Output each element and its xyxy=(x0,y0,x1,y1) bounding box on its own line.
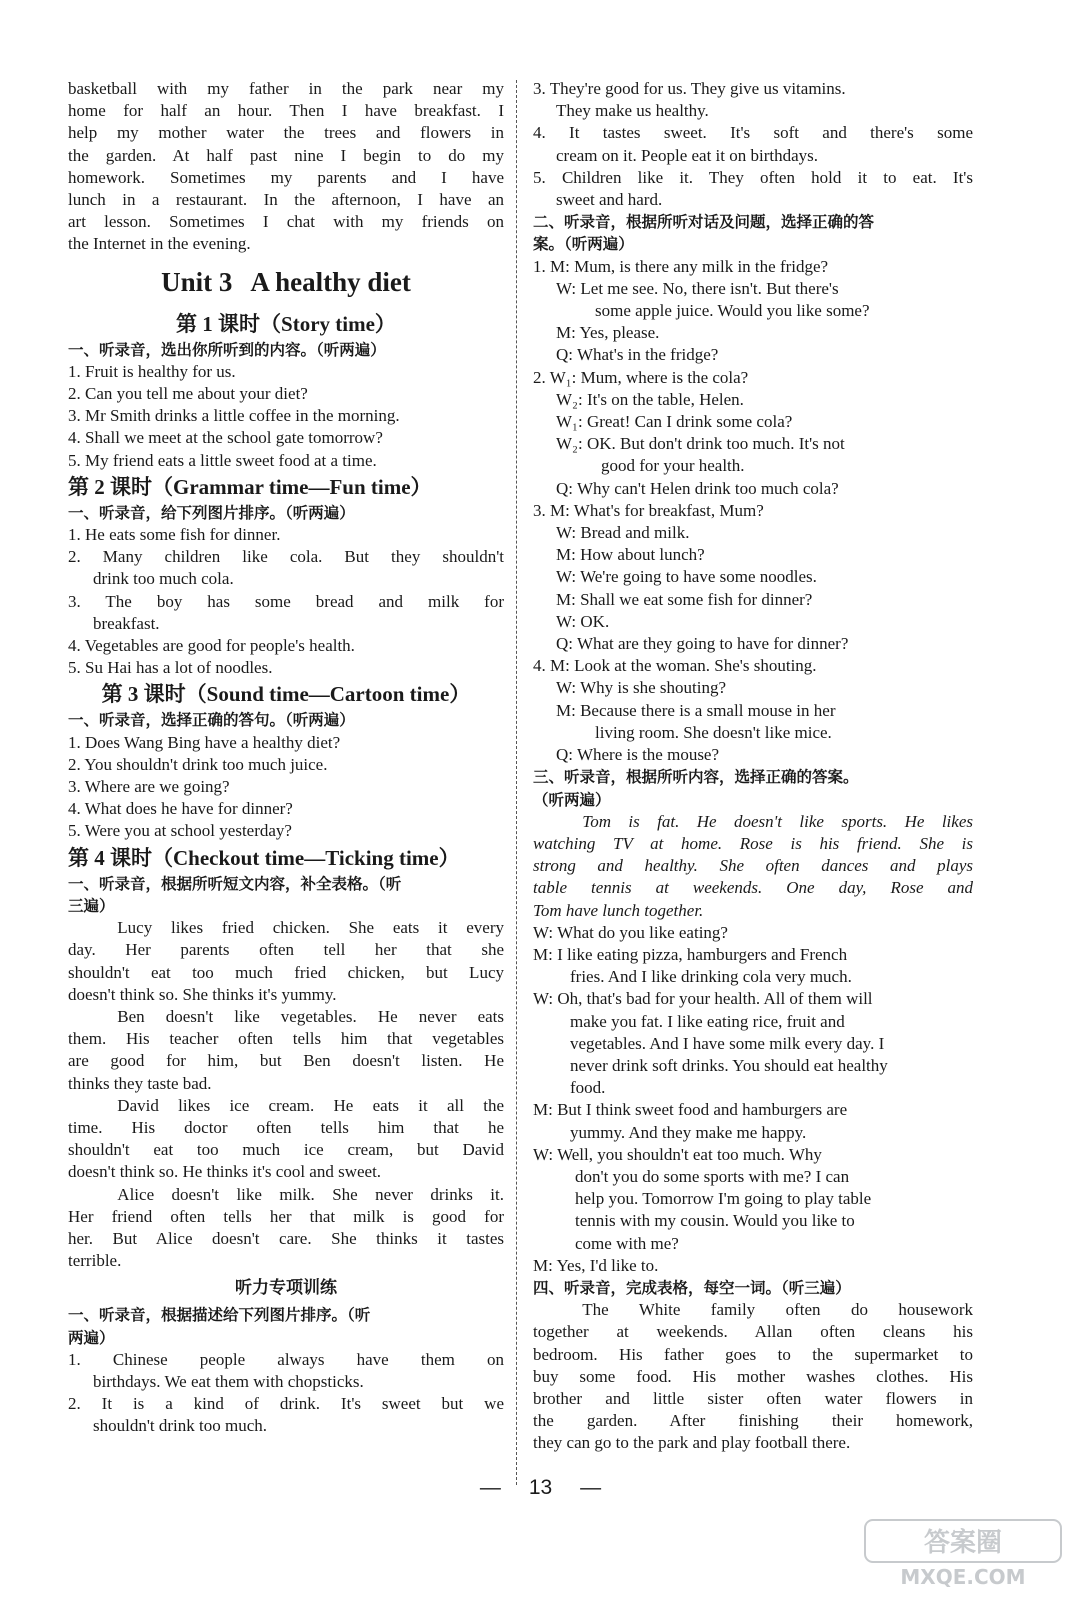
text-line: them. His teacher often tells him that vegetables xyxy=(68,1029,504,1049)
question-heading-cont: 三遍） xyxy=(68,896,115,915)
text-line: Her friend often tells her that milk is good for xyxy=(68,1206,504,1226)
question-heading-cont: 案。（听两遍） xyxy=(533,235,634,254)
dialogue-line: 3. M: What's for breakfast, Mum? xyxy=(533,500,764,520)
list-item-cont: drink too much cola. xyxy=(93,569,234,589)
text-line: strong and healthy. She often dances and plays xyxy=(533,856,973,876)
dialogue-line: W: OK. xyxy=(556,611,610,631)
dialogue-line: M: Yes, I'd like to. xyxy=(533,1255,659,1275)
dialogue-line: W: What do you like eating? xyxy=(533,922,728,942)
list-item: 5. Su Hai has a lot of noodles. xyxy=(68,658,273,678)
dialogue-line: 2. W₁: Mum, where is the cola? xyxy=(533,367,749,387)
left-column xyxy=(68,78,504,1438)
dialogue-line: living room. She doesn't like mice. xyxy=(595,722,832,742)
text-line: time. His doctor often tells him that he xyxy=(68,1117,504,1137)
special-training-title: 听力专项训练 xyxy=(235,1278,337,1299)
dialogue-line: 1. M: Mum, is there any milk in the fridge? xyxy=(533,256,829,276)
dialogue-line: W: Let me see. No, there isn't. But there's xyxy=(556,278,839,298)
dialogue-line: W: Oh, that's bad for your health. All of them will xyxy=(533,989,873,1009)
dialogue-line: M: But I think sweet food and hamburgers are xyxy=(533,1100,848,1120)
question-heading: 二、听录音，根据所听对话及问题，选择正确的答 xyxy=(533,213,875,232)
question-heading: 一、听录音，选出你所听到的内容。（听两遍） xyxy=(68,340,386,359)
dialogue-line: Q: What are they going to have for dinner? xyxy=(556,634,849,654)
list-item: 3. Where are we going? xyxy=(68,777,230,797)
dialogue-line: M: I like eating pizza, hamburgers and French xyxy=(533,944,848,964)
list-item: 1. He eats some fish for dinner. xyxy=(68,525,281,545)
list-item: 3. They're good for us. They give us vitamins. xyxy=(533,79,846,98)
list-item-cont: sweet and hard. xyxy=(556,190,663,210)
dialogue-line: M: How about lunch? xyxy=(556,545,705,565)
text-line: Tom have lunch together. xyxy=(533,900,704,920)
dialogue-line: yummy. And they make me happy. xyxy=(570,1122,807,1142)
dialogue-line: help you. Tomorrow I'm going to play table xyxy=(575,1189,872,1209)
list-item: 1. Fruit is healthy for us. xyxy=(68,361,236,381)
dialogue-line: some apple juice. Would you like some? xyxy=(595,301,870,321)
dialogue-line: 4. M: Look at the woman. She's shouting. xyxy=(533,656,817,676)
dialogue-line: food. xyxy=(570,1078,606,1098)
text-line: the Internet in the evening. xyxy=(68,234,251,254)
dialogue-line: W: Bread and milk. xyxy=(556,523,690,543)
page-number xyxy=(0,1476,1081,1500)
page-dash-right: — xyxy=(580,1476,602,1499)
question-heading: 四、听录音，完成表格，每空一词。（听三遍） xyxy=(533,1278,851,1297)
text-line: Alice doesn't like milk. She never drinks it. xyxy=(117,1184,504,1204)
dialogue-line: W₁: Great! Can I drink some cola? xyxy=(556,412,793,432)
dialogue-line: come with me? xyxy=(575,1233,679,1253)
text-line: art lesson. Sometimes I chat with my friends on xyxy=(68,212,504,232)
text-line: they can go to the park and play football there. xyxy=(533,1433,851,1453)
list-item: 4. Shall we meet at the school gate tomorrow? xyxy=(68,428,383,448)
list-item: 3. Mr Smith drinks a little coffee in the morning. xyxy=(68,406,400,426)
text-line: day. Her parents often tell her that she xyxy=(68,940,504,960)
text-line: thinks they taste bad. xyxy=(68,1073,212,1093)
list-item: 2. Can you tell me about your diet? xyxy=(68,384,308,404)
question-heading: 一、听录音，选择正确的答句。（听两遍） xyxy=(68,711,355,730)
list-item: 4. What does he have for dinner? xyxy=(68,799,293,819)
svg-text:答案圈: 答案圈 xyxy=(923,1528,1003,1558)
unit-title: A healthy diet xyxy=(250,266,411,297)
question-heading-cont: 两遍） xyxy=(68,1328,115,1347)
column-divider xyxy=(516,80,517,1485)
dialogue-line: never drink soft drinks. You should eat healthy xyxy=(570,1055,888,1075)
text-line: David likes ice cream. He eats it all the xyxy=(117,1095,504,1115)
list-item-cont: breakfast. xyxy=(93,613,160,633)
dialogue-line: Q: What's in the fridge? xyxy=(556,345,719,365)
text-line: The White family often do housework xyxy=(582,1300,973,1320)
dialogue-line: M: Because there is a small mouse in her xyxy=(556,700,836,720)
list-item-cont: They make us healthy. xyxy=(556,101,709,121)
right-column xyxy=(533,78,973,1455)
watermark-logo xyxy=(863,1518,1063,1590)
text-line: Tom is fat. He doesn't like sports. He likes xyxy=(582,811,973,831)
dialogue-line: tennis with my cousin. Would you like to xyxy=(575,1211,855,1231)
list-item: 3. The boy has some bread and milk for xyxy=(68,591,504,611)
text-line: shouldn't eat too much ice cream, but David xyxy=(68,1140,504,1160)
dialogue-line: fries. And I like drinking cola very much. xyxy=(570,967,852,987)
text-line: lunch in a restaurant. In the afternoon, I have an xyxy=(68,190,504,210)
list-item-cont: cream on it. People eat it on birthdays. xyxy=(556,145,819,165)
question-heading: 一、听录音，根据所听短文内容，补全表格。（听 xyxy=(68,874,402,893)
text-line: buy some food. His mother washes clothes. His xyxy=(533,1366,973,1386)
unit-heading xyxy=(68,264,504,300)
unit-number: Unit 3 xyxy=(161,266,233,297)
question-heading: 三、听录音，根据所听内容，选择正确的答案。 xyxy=(533,768,859,787)
text-line: watching TV at home. Rose is his friend. She is xyxy=(533,833,973,853)
list-item: 5. My friend eats a little sweet food at a time. xyxy=(68,450,377,470)
question-heading: 一、听录音，根据描述给下列图片排序。（听 xyxy=(68,1306,371,1325)
list-item: 5. Were you at school yesterday? xyxy=(68,821,292,841)
text-line: doesn't think so. He thinks it's cool and sweet. xyxy=(68,1162,382,1182)
text-line: brother and little sister often water flowers in xyxy=(533,1388,973,1408)
page-number-value: 13 xyxy=(528,1476,553,1499)
text-line: the garden. After finishing their homework, xyxy=(533,1411,973,1431)
dialogue-line: Q: Why can't Helen drink too much cola? xyxy=(556,478,839,498)
list-item: 1. Chinese people always have them on xyxy=(68,1349,504,1369)
question-heading-cont: （听两遍） xyxy=(533,790,611,809)
list-item: 2. You shouldn't drink too much juice. xyxy=(68,754,328,774)
text-line: bedroom. His father goes to the supermarket to xyxy=(533,1344,973,1364)
dialogue-line: Q: Where is the mouse? xyxy=(556,745,720,765)
page-dash-left: — xyxy=(479,1476,501,1499)
dialogue-line: don't you do some sports with me? I can xyxy=(575,1166,850,1186)
dialogue-line: make you fat. I like eating rice, fruit and xyxy=(570,1011,845,1031)
list-item-cont: shouldn't drink too much. xyxy=(93,1416,268,1436)
dialogue-line: W: Well, you shouldn't eat too much. Why xyxy=(533,1144,822,1164)
list-item: 4. It tastes sweet. It's soft and there's some xyxy=(533,123,973,143)
list-item: 4. Vegetables are good for people's health. xyxy=(68,636,355,656)
lesson-1-title: 第 1 课时（Story time） xyxy=(176,311,396,336)
list-item-cont: birthdays. We eat them with chopsticks. xyxy=(93,1371,364,1391)
text-line: are good for him, but Ben doesn't listen. He xyxy=(68,1051,504,1071)
text-line: help my mother water the trees and flowers in xyxy=(68,123,504,143)
watermark-text: MXQE.COM xyxy=(900,1565,1026,1589)
dialogue-line: good for your health. xyxy=(601,456,745,476)
text-line: basketball with my father in the park near my xyxy=(68,79,504,98)
lesson-2-title: 第 2 课时（Grammar time—Fun time） xyxy=(68,474,432,499)
list-item: 2. Many children like cola. But they shouldn't xyxy=(68,547,504,567)
lesson-3-title: 第 3 课时（Sound time—Cartoon time） xyxy=(101,682,471,707)
text-line: her. But Alice doesn't care. She thinks it tastes xyxy=(68,1228,504,1248)
text-line: doesn't think so. She thinks it's yummy. xyxy=(68,984,337,1004)
dialogue-line: W: Why is she shouting? xyxy=(556,678,726,698)
lesson-4-title: 第 4 课时（Checkout time—Ticking time） xyxy=(68,845,460,870)
text-line: terrible. xyxy=(68,1251,122,1271)
list-item: 5. Children like it. They often hold it to eat. It's xyxy=(533,167,973,187)
dialogue-line: W₂: OK. But don't drink too much. It's not xyxy=(556,434,845,454)
text-line: Ben doesn't like vegetables. He never eats xyxy=(117,1006,504,1026)
dialogue-line: M: Shall we eat some fish for dinner? xyxy=(556,589,813,609)
text-line: together at weekends. Allan often cleans his xyxy=(533,1322,973,1342)
dialogue-line: W₂: It's on the table, Helen. xyxy=(556,389,744,409)
dialogue-line: W: We're going to have some noodles. xyxy=(556,567,817,587)
text-line: homework. Sometimes my parents and I have xyxy=(68,167,504,187)
text-line: shouldn't eat too much fried chicken, but Lucy xyxy=(68,962,504,982)
list-item: 2. It is a kind of drink. It's sweet but we xyxy=(68,1394,504,1414)
question-heading: 一、听录音，给下列图片排序。（听两遍） xyxy=(68,503,355,522)
dialogue-line: vegetables. And I have some milk every day. I xyxy=(570,1033,885,1053)
list-item: 1. Does Wang Bing have a healthy diet? xyxy=(68,732,341,752)
text-line: Lucy likes fried chicken. She eats it every xyxy=(117,918,504,938)
dialogue-line: M: Yes, please. xyxy=(556,323,660,343)
text-line: home for half an hour. Then I have breakfast. I xyxy=(68,101,504,121)
text-line: table tennis at weekends. One day, Rose and xyxy=(533,878,973,898)
text-line: the garden. At half past nine I begin to do my xyxy=(68,145,504,165)
